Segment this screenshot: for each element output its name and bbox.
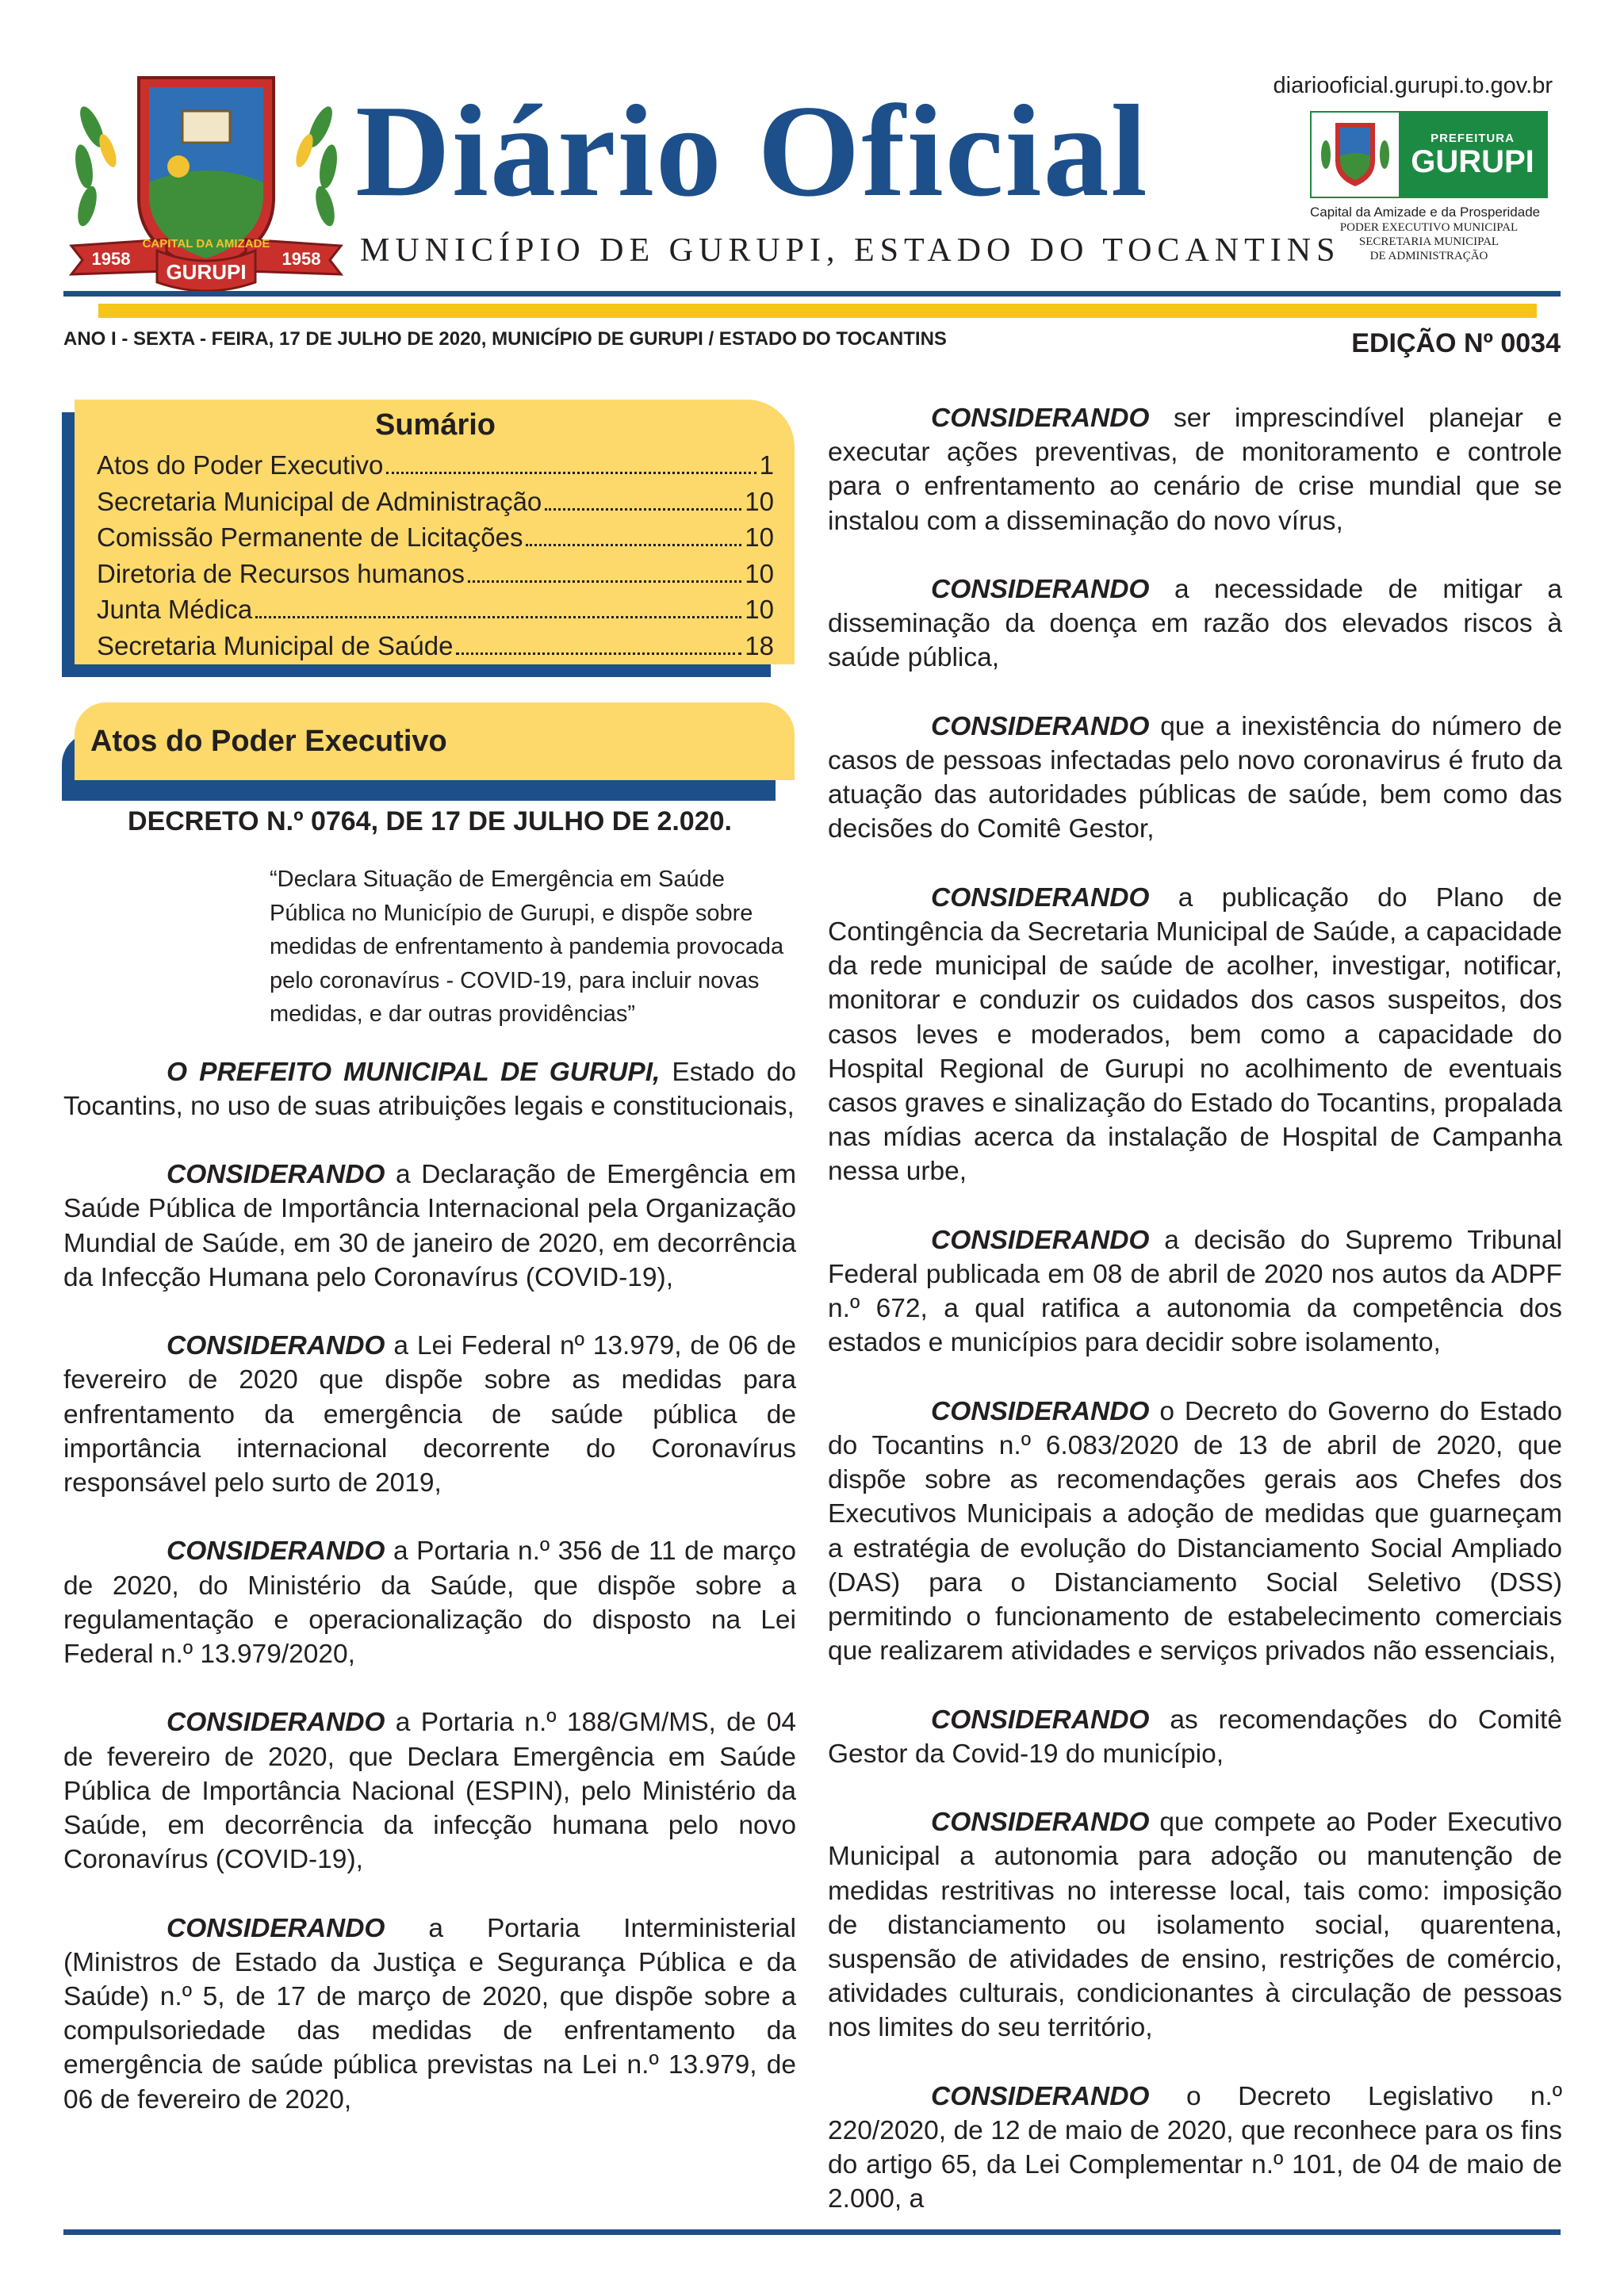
prefeitura-line-2: SECRETARIA MUNICIPAL	[1358, 235, 1500, 248]
paragraph-text: as recomendações do Comitê Gestor da Covid-19 do município,	[828, 1705, 1562, 1769]
svg-text:CAPITAL DA AMIZADE: CAPITAL DA AMIZADE	[142, 237, 270, 251]
paragraph-text: a Lei Federal nº 13.979, de 06 de fevereiro de 2020 que dispõe sobre as medidas para enfrentamento da emergência de saúde pública de importância internacional decorrente do Coronavírus responsável pelo surto de 2019,	[63, 1331, 796, 1498]
section-title: Atos do Poder Executivo	[90, 724, 447, 758]
toc-item[interactable]	[97, 484, 774, 520]
paragraph-text: a Declaração de Emergência em Saúde Pública de Importância Internacional pela Organização Mundial de Saúde, em 30 de janeiro de 2020, em decorrência da Infecção Humana pelo Coronavírus (COVID-19),	[63, 1160, 796, 1292]
prefeitura-label: PREFEITURA	[1431, 131, 1515, 145]
prefeitura-slogan: Capital da Amizade e da Prosperidade	[1310, 205, 1541, 220]
svg-text:1958: 1958	[91, 249, 131, 269]
paragraph	[63, 1705, 796, 1877]
toc-leader-dots	[468, 580, 741, 583]
paragraph	[828, 1395, 1562, 1669]
toc-item-page: 10	[745, 486, 774, 516]
newspaper-subtitle: MUNICÍPIO DE GURUPI, ESTADO DO TOCANTINS	[360, 232, 1341, 269]
paragraph-text: o Decreto do Governo do Estado do Tocantins n.º 6.083/2020 de 13 de abril de 2020, que dispõe sobre as recomendações gerais aos Chefes dos Executivos Municipais a adoção de medidas que guarneçam a estratégia de evolução do Distanciamento Social Ampliado (DAS) para o Distanciamento Social Seletivo (DSS) permitindo o funcionamento de estabelecimento comerciais que realizarem atividades e serviços privados não essenciais,	[828, 1396, 1562, 1667]
toc-item-page: 18	[745, 630, 774, 660]
toc-item-label: Junta Médica	[97, 595, 253, 624]
header-rule-yellow	[98, 304, 1537, 318]
toc-item[interactable]	[97, 556, 774, 592]
paragraph-lead: CONSIDERANDO	[167, 1708, 385, 1738]
paragraph-text: a Portaria n.º 356 de 11 de março de 2020, do Ministério da Saúde, que dispõe sobre a regulamentação e operacionalização do disposto na Lei Federal n.º 13.979/2020,	[63, 1536, 796, 1669]
issue-date-line: ANO I - SEXTA - FEIRA, 17 DE JULHO DE 2020, MUNICÍPIO DE GURUPI / ESTADO DO TOCANTINS	[63, 328, 947, 350]
paragraph	[63, 1534, 796, 1671]
header-rule-blue	[63, 291, 1561, 297]
toc-item-label: Secretaria Municipal de Administração	[97, 486, 542, 516]
site-url[interactable]: diariooficial.gurupi.to.gov.br	[1273, 73, 1553, 98]
paragraph	[828, 1223, 1562, 1360]
prefeitura-line-1: PODER EXECUTIVO MUNICIPAL	[1339, 221, 1519, 234]
left-text-column	[63, 801, 796, 2117]
prefeitura-crest-icon	[1312, 115, 1399, 194]
toc-item-page: 10	[745, 558, 774, 588]
paragraph	[828, 1805, 1562, 2045]
paragraph-lead: CONSIDERANDO	[931, 575, 1150, 604]
toc-item-label: Comissão Permanente de Licitações	[97, 522, 523, 552]
prefeitura-line-3: DE ADMINISTRAÇÃO	[1369, 250, 1488, 262]
toc-item-page: 10	[745, 595, 774, 624]
gurupi-coat-of-arms-logo	[63, 63, 349, 293]
paragraph-text: a Portaria n.º 188/GM/MS, de 04 de fevereiro de 2020, que Declara Emergência em Saúde Pública de Importância Nacional (ESPIN), pelo Ministério da Saúde, em decorrência da infecção humana pelo novo Coronavírus (COVID-19),	[63, 1708, 796, 1875]
paragraph-lead: CONSIDERANDO	[167, 1536, 385, 1567]
paragraph-text: que compete ao Poder Executivo Municipal a autonomia para adoção ou manutenção de medidas restritivas no interesse local, tais como: imposição de distanciamento ou isolamento social, quarentena, suspensão de atividades de ensino, restrições de comércio, atividades culturais, condicionantes à circulação de pessoas nos limites do seu território,	[828, 1808, 1562, 2043]
paragraph-lead: CONSIDERANDO	[931, 882, 1150, 913]
paragraph	[828, 401, 1562, 538]
paragraph-lead: CONSIDERANDO	[931, 1705, 1150, 1735]
paragraph	[63, 1911, 796, 2117]
summary-title: Sumário	[374, 408, 496, 442]
toc-item-label: Atos do Poder Executivo	[97, 450, 384, 480]
paragraph-lead: O PREFEITO MUNICIPAL DE GURUPI,	[167, 1057, 661, 1087]
paragraph-text: ser imprescindível planejar e executar ações preventivas, de monitoramento e controle para o enfrentamento ao cenário de crise mundial que se instalou com a disseminação do novo vírus,	[828, 404, 1562, 536]
paragraph	[63, 1158, 796, 1295]
decree-title: DECRETO N.º 0764, DE 17 DE JULHO DE 2.020.	[128, 806, 732, 836]
paragraph	[63, 1329, 796, 1500]
toc-leader-dots	[545, 508, 741, 511]
toc-item-page: 1	[759, 450, 774, 480]
footer-rule	[63, 2229, 1561, 2235]
prefeitura-badge	[1399, 113, 1546, 197]
paragraph-lead: CONSIDERANDO	[167, 1913, 385, 1943]
paragraph-text: a necessidade de mitigar a disseminação da doença em razão dos elevados riscos à saúde pública,	[828, 575, 1562, 673]
right-text-column	[828, 401, 1562, 2217]
summary-box	[75, 400, 795, 664]
paragraph-text: o Decreto Legislativo n.º 220/2020, de 12 de maio de 2020, que reconhece para os fins do artigo 65, da Lei Complementar n.º 101, de 04 de maio de 2.000, a	[828, 2081, 1562, 2214]
newspaper-title: Diário Oficial	[355, 78, 1149, 224]
paragraph	[828, 881, 1562, 1189]
toc-leader-dots	[386, 472, 756, 474]
paragraph-text: a publicação do Plano de Contingência da Secretaria Municipal de Saúde, a capacidade da rede municipal de saúde de acolher, investigar, notificar, monitorar e conduzir os cuidados dos casos suspeitos, dos casos leves e moderados, bem como a capacidade do Hospital Regional de Gurupi no acolhimento de eventuais casos graves e sinalização do Estado do Tocantins, propalada nas mídias acerca da instalação de Hospital de Campanha nessa urbe,	[828, 882, 1562, 1187]
edition-number: EDIÇÃO Nº 0034	[1351, 328, 1561, 358]
paragraph	[828, 2080, 1562, 2217]
toc-leader-dots	[526, 544, 741, 546]
prefeitura-city: GURUPI	[1411, 144, 1534, 179]
paragraph-text: a Portaria Interministerial (Ministros de Estado da Justiça e Segurança Pública e da Saúde) n.º 5, de 17 de março de 2020, que dispõe sobre a compulsoriedade das medidas de enfrentamento da emergência de saúde pública previstas na Lei n.º 13.979, de 06 de fevereiro de 2020,	[63, 1913, 796, 2114]
toc-leader-dots	[456, 652, 741, 655]
toc-item[interactable]	[97, 447, 774, 484]
paragraph-lead: CONSIDERANDO	[167, 1331, 385, 1361]
svg-text:1958: 1958	[282, 249, 321, 269]
decree-ementa: “Declara Situação de Emergência em Saúde Pública no Município de Gurupi, e dispõe sobre medidas de enfrentamento à pandemia provocada pelo coronavírus - COVID-19, para incluir novas medidas, e dar outras providências”	[270, 867, 784, 1027]
paragraph-text: que a inexistência do número de casos de pessoas infectadas pelo novo coronavirus é fruto da atuação das autoridades públicas de saúde, bem como das decisões do Comitê Gestor,	[828, 711, 1562, 844]
toc-item[interactable]	[97, 591, 774, 628]
paragraph-lead: CONSIDERANDO	[931, 1808, 1150, 1838]
paragraph-lead: CONSIDERANDO	[931, 711, 1150, 741]
toc-leader-dots	[255, 616, 741, 618]
paragraph	[828, 572, 1562, 675]
paragraph-lead: CONSIDERANDO	[931, 1225, 1150, 1255]
paragraph-lead: CONSIDERANDO	[931, 2081, 1150, 2111]
paragraph-text: Estado do Tocantins, no uso de suas atribuições legais e constitucionais,	[63, 1057, 796, 1121]
toc-item[interactable]	[97, 628, 774, 664]
paragraph	[828, 710, 1562, 847]
toc-item-label: Diretoria de Recursos humanos	[97, 558, 465, 588]
toc-item-page: 10	[745, 522, 774, 552]
paragraph	[63, 1055, 796, 1123]
toc-item[interactable]	[97, 519, 774, 556]
toc-item-label: Secretaria Municipal de Saúde	[97, 630, 454, 660]
paragraph-lead: CONSIDERANDO	[167, 1160, 385, 1190]
paragraph	[828, 1703, 1562, 1771]
paragraph-lead: CONSIDERANDO	[931, 1396, 1150, 1426]
svg-text:GURUPI: GURUPI	[166, 260, 247, 284]
paragraph-lead: CONSIDERANDO	[931, 404, 1150, 433]
prefeitura-logo-block	[1310, 111, 1548, 263]
paragraph-text: a decisão do Supremo Tribunal Federal publicada em 08 de abril de 2020 nos autos da ADPF n.º 672, a qual ratifica a autonomia da competência dos estados e municípios para decidir sobre isolamento,	[828, 1225, 1562, 1358]
section-banner	[75, 702, 795, 780]
